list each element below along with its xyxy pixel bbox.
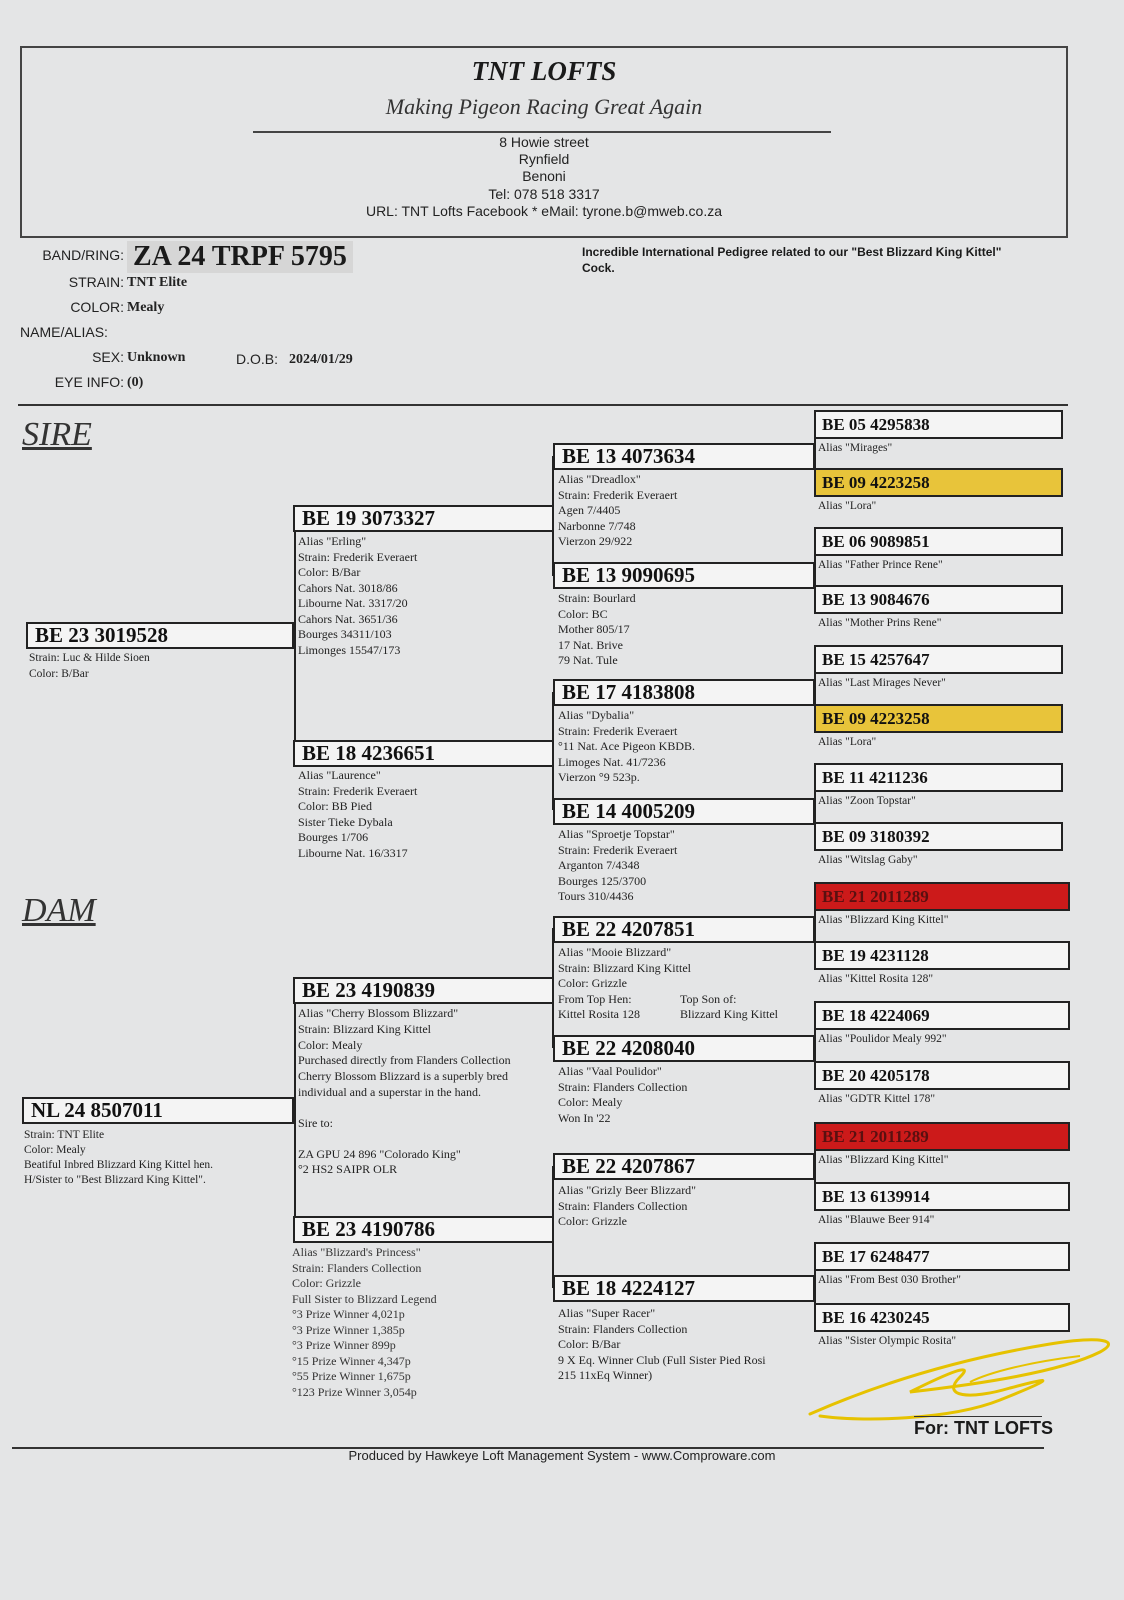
info-line: Alias "Cherry Blossom Blizzard" bbox=[298, 1006, 459, 1020]
info-line: Purchased directly from Flanders Collection bbox=[298, 1053, 511, 1068]
g3-ring: BE 22 4208040 bbox=[553, 1035, 815, 1062]
g4-ring: BE 13 6139914 bbox=[814, 1182, 1070, 1211]
g3-info bbox=[558, 1183, 696, 1230]
g4-alias: Alias "Lora" bbox=[818, 736, 877, 748]
info-line: 215 11xEq Winner) bbox=[558, 1368, 653, 1382]
g4-ring: BE 19 4231128 bbox=[814, 941, 1070, 970]
g4-ring: BE 18 4224069 bbox=[814, 1001, 1070, 1030]
g4-alias: Alias "GDTR Kittel 178" bbox=[818, 1093, 936, 1105]
g4-alias: Alias "Blauwe Beer 914" bbox=[818, 1214, 935, 1226]
info-line: Alias "Dybalia" bbox=[558, 708, 635, 722]
info-line: Color: BB Pied bbox=[298, 799, 373, 813]
info-line: Color: Mealy bbox=[298, 1037, 363, 1052]
g4-alias: Alias "Lora" bbox=[818, 500, 877, 512]
sire-ring: BE 23 3019528 bbox=[26, 622, 294, 649]
info-line: Strain: Flanders Collection bbox=[558, 1321, 688, 1336]
info-line: Alias "Vaal Poulidor" bbox=[558, 1064, 662, 1078]
g4-alias: Alias "Mirages" bbox=[818, 442, 893, 454]
address-phone: Tel: 078 518 3317 bbox=[488, 186, 600, 202]
g4-alias: Alias "From Best 030 Brother" bbox=[818, 1274, 961, 1286]
g4-alias: Alias "Last Mirages Never" bbox=[818, 677, 946, 689]
info-line: Libourne Nat. 16/3317 bbox=[298, 845, 408, 860]
info-line: Vierzon 29/922 bbox=[558, 534, 633, 548]
info-line: Cahors Nat. 3018/86 bbox=[298, 580, 398, 595]
info-line: °11 Nat. Ace Pigeon KBDB. bbox=[558, 739, 696, 753]
strain-value: TNT Elite bbox=[127, 275, 188, 290]
g4-alias: Alias "Blizzard King Kittel" bbox=[818, 1154, 949, 1166]
g4-ring: BE 21 2011289 bbox=[814, 882, 1070, 911]
connector-sire bbox=[294, 518, 296, 754]
g4-ring: BE 16 4230245 bbox=[814, 1303, 1070, 1332]
info-line: Strain: Frederik Everaert bbox=[298, 549, 418, 564]
top-son-value: Blizzard King Kittel bbox=[680, 1007, 778, 1021]
info-line: Strain: Bourlard bbox=[558, 591, 636, 605]
g4-ring: BE 13 9084676 bbox=[814, 585, 1063, 614]
header-rule bbox=[253, 131, 831, 133]
g4-alias: Alias "Sister Olympic Rosita" bbox=[818, 1335, 957, 1347]
g3-ring: BE 22 4207867 bbox=[553, 1153, 815, 1180]
info-line: Arganton 7/4348 bbox=[558, 858, 640, 872]
info-line: 9 X Eq. Winner Club (Full Sister Pied Rosi bbox=[558, 1352, 766, 1367]
address-contact: URL: TNT Lofts Facebook * eMail: tyrone.b@mweb.co.za bbox=[365, 203, 723, 219]
g3-ring: BE 17 4183808 bbox=[553, 679, 815, 706]
info-line: °15 Prize Winner 4,347p bbox=[292, 1353, 411, 1368]
g4-ring: BE 17 6248477 bbox=[814, 1242, 1070, 1271]
info-line: °2 HS2 SAIPR OLR bbox=[298, 1162, 398, 1177]
dam-ring: NL 24 8507011 bbox=[22, 1097, 294, 1124]
g4-ring: BE 20 4205178 bbox=[814, 1061, 1070, 1090]
g4-alias: Alias "Kittel Rosita 128" bbox=[818, 973, 934, 985]
info-line: Strain: Flanders Collection bbox=[292, 1260, 422, 1275]
g3-info bbox=[558, 591, 636, 669]
info-line: Limonges 15547/173 bbox=[298, 642, 401, 657]
info-line: 79 Nat. Tule bbox=[558, 653, 618, 667]
g4-ring: BE 15 4257647 bbox=[814, 645, 1063, 674]
g3-info bbox=[558, 708, 695, 786]
info-line: Bourges 34311/103 bbox=[298, 627, 392, 641]
signature-label: For: TNT LOFTS bbox=[914, 1418, 1053, 1438]
g3-ring: BE 14 4005209 bbox=[553, 798, 815, 825]
color-value: Mealy bbox=[127, 300, 165, 315]
g4-alias: Alias "Zoon Topstar" bbox=[818, 795, 916, 807]
dam-sire-ring: BE 23 4190839 bbox=[293, 977, 554, 1004]
info-line: Cherry Blossom Blizzard is a superbly bred bbox=[298, 1069, 508, 1084]
info-line: Libourne Nat. 3317/20 bbox=[298, 596, 408, 610]
info-line: Strain: Frederik Everaert bbox=[298, 783, 418, 798]
info-line: Full Sister to Blizzard Legend bbox=[292, 1291, 437, 1306]
address-street: 8 Howie street bbox=[499, 134, 589, 150]
info-line: Color: Grizzle bbox=[292, 1276, 361, 1290]
address-city: Benoni bbox=[522, 168, 566, 184]
info-line: Color: B/Bar bbox=[558, 1337, 621, 1351]
name-alias-label: NAME/ALIAS: bbox=[20, 324, 108, 340]
info-line: Sire to: bbox=[298, 1115, 333, 1130]
g3-info bbox=[558, 1306, 766, 1384]
top-son-label: Top Son of: bbox=[680, 992, 737, 1006]
info-line: Mother 805/17 bbox=[558, 622, 630, 636]
info-line: Strain: Flanders Collection bbox=[558, 1198, 688, 1213]
info-line: °3 Prize Winner 1,385p bbox=[292, 1322, 405, 1337]
g4-ring: BE 09 3180392 bbox=[814, 822, 1063, 851]
eye-info-label: EYE INFO: bbox=[54, 374, 124, 390]
info-line: Strain: Flanders Collection bbox=[558, 1079, 688, 1094]
sire-sire-ring: BE 19 3073327 bbox=[293, 505, 554, 532]
connector-dam bbox=[294, 989, 296, 1228]
g3-info bbox=[558, 945, 691, 992]
info-line: Limoges Nat. 41/7236 bbox=[558, 754, 666, 769]
sire-info-line: Color: B/Bar bbox=[29, 667, 89, 680]
dam-info-line: Strain: TNT Elite bbox=[24, 1129, 105, 1141]
info-line: Alias "Laurence" bbox=[298, 768, 381, 782]
g4-alias: Alias "Witslag Gaby" bbox=[818, 854, 918, 866]
info-line: Won In '22 bbox=[558, 1110, 611, 1125]
info-line: Color: BC bbox=[558, 606, 608, 621]
info-line: 17 Nat. Brive bbox=[558, 637, 623, 652]
dam-info bbox=[24, 1128, 213, 1188]
eye-info-value: (0) bbox=[127, 375, 144, 390]
info-line: Cahors Nat. 3651/36 bbox=[298, 611, 398, 626]
band-ring-value: ZA 24 TRPF 5795 bbox=[127, 241, 353, 273]
info-line: Color: B/Bar bbox=[298, 565, 361, 579]
strain-label: STRAIN: bbox=[68, 274, 124, 290]
dob-label: D.O.B: bbox=[236, 351, 279, 367]
info-line: Alias "Sproetje Topstar" bbox=[558, 827, 675, 841]
dam-heading: DAM bbox=[22, 892, 96, 929]
info-line: Narbonne 7/748 bbox=[558, 518, 636, 533]
g4-ring: BE 09 4223258 bbox=[814, 468, 1063, 497]
address-suburb: Rynfield bbox=[518, 151, 570, 167]
color-label: COLOR: bbox=[70, 299, 124, 315]
pedigree-note: Incredible International Pedigree related to our "Best Blizzard King Kittel" Cock. bbox=[582, 245, 1002, 275]
signature-rule bbox=[914, 1416, 1042, 1417]
info-line bbox=[298, 1101, 511, 1116]
g4-ring: BE 21 2011289 bbox=[814, 1122, 1070, 1151]
info-line bbox=[298, 1132, 511, 1147]
info-line: Strain: Frederik Everaert bbox=[558, 487, 678, 502]
g4-alias: Alias "Poulidor Mealy 992" bbox=[818, 1033, 947, 1045]
info-line: Color: Grizzle bbox=[558, 1214, 627, 1228]
dam-info-line: H/Sister to "Best Blizzard King Kittel". bbox=[24, 1174, 206, 1186]
info-line: Bourges 1/706 bbox=[298, 830, 369, 844]
loft-name: TNT LOFTS bbox=[471, 56, 617, 86]
info-line: Strain: Blizzard King Kittel bbox=[558, 960, 691, 975]
g4-alias: Alias "Blizzard King Kittel" bbox=[818, 914, 949, 926]
g4-ring: BE 06 9089851 bbox=[814, 527, 1063, 556]
g3-ring: BE 22 4207851 bbox=[553, 916, 815, 943]
footer-credit: Produced by Hawkeye Loft Management System - www.Comproware.com bbox=[348, 1448, 776, 1463]
g3-ring: BE 18 4224127 bbox=[553, 1275, 815, 1302]
info-line: Vierzon °9 523p. bbox=[558, 770, 640, 784]
dam-info-line: Color: Mealy bbox=[24, 1144, 86, 1156]
top-hen-label: From Top Hen: bbox=[558, 992, 632, 1006]
info-line: Strain: Frederik Everaert bbox=[558, 842, 678, 857]
sire-dam-ring: BE 18 4236651 bbox=[293, 740, 554, 767]
g3-info bbox=[558, 827, 677, 905]
info-line: Alias "Mooie Blizzard" bbox=[558, 945, 672, 959]
dam-dam-ring: BE 23 4190786 bbox=[293, 1216, 554, 1243]
sire-heading: SIRE bbox=[22, 416, 92, 453]
g4-ring: BE 05 4295838 bbox=[814, 410, 1063, 439]
info-line: Alias "Grizly Beer Blizzard" bbox=[558, 1183, 697, 1197]
info-line: ZA GPU 24 896 "Colorado King" bbox=[298, 1146, 461, 1161]
sex-label: SEX: bbox=[92, 349, 124, 365]
g4-alias: Alias "Mother Prins Rene" bbox=[818, 617, 942, 629]
info-line: °3 Prize Winner 4,021p bbox=[292, 1307, 405, 1321]
g4-alias: Alias "Father Prince Rene" bbox=[818, 559, 943, 571]
info-line: Bourges 125/3700 bbox=[558, 873, 647, 888]
g4-ring: BE 11 4211236 bbox=[814, 763, 1063, 792]
info-line: Alias "Blizzard's Princess" bbox=[292, 1245, 421, 1259]
sire-sire-info bbox=[298, 534, 417, 658]
info-line: Agen 7/4405 bbox=[558, 503, 621, 517]
info-line: °123 Prize Winner 3,054p bbox=[292, 1384, 417, 1399]
info-line: Color: Grizzle bbox=[558, 976, 627, 990]
info-line: Tours 310/4436 bbox=[558, 889, 634, 903]
g3-ring: BE 13 4073634 bbox=[553, 443, 815, 470]
dob-value: 2024/01/29 bbox=[289, 352, 353, 367]
info-line: Strain: Blizzard King Kittel bbox=[298, 1021, 431, 1036]
sire-info-line: Strain: Luc & Hilde Sioen bbox=[29, 652, 150, 664]
band-label: BAND/RING: bbox=[42, 247, 124, 263]
dam-info-line: Beatiful Inbred Blizzard King Kittel hen. bbox=[24, 1159, 214, 1171]
info-line: °3 Prize Winner 899p bbox=[292, 1338, 396, 1352]
info-line: Alias "Erling" bbox=[298, 534, 367, 548]
dam-sire-info bbox=[298, 1006, 511, 1178]
top-hen-value: Kittel Rosita 128 bbox=[558, 1007, 640, 1021]
g4-ring: BE 09 4223258 bbox=[814, 704, 1063, 733]
sire-dam-info bbox=[298, 768, 417, 861]
info-line: Color: Mealy bbox=[558, 1095, 623, 1109]
info-line: °55 Prize Winner 1,675p bbox=[292, 1369, 411, 1383]
info-line: Alias "Super Racer" bbox=[558, 1306, 656, 1320]
g3-ring: BE 13 9090695 bbox=[553, 562, 815, 589]
sex-value: Unknown bbox=[127, 350, 186, 365]
info-line: Alias "Dreadlox" bbox=[558, 472, 641, 486]
sire-info bbox=[29, 651, 150, 682]
tagline: Making Pigeon Racing Great Again bbox=[385, 94, 703, 119]
section-divider bbox=[18, 404, 1068, 406]
info-line: Strain: Frederik Everaert bbox=[558, 723, 678, 738]
info-line: individual and a superstar in the hand. bbox=[298, 1084, 481, 1099]
info-line: Sister Tieke Dybala bbox=[298, 814, 393, 829]
g3-info bbox=[558, 472, 677, 550]
g3-info bbox=[558, 1064, 687, 1126]
dam-dam-info bbox=[292, 1245, 437, 1400]
